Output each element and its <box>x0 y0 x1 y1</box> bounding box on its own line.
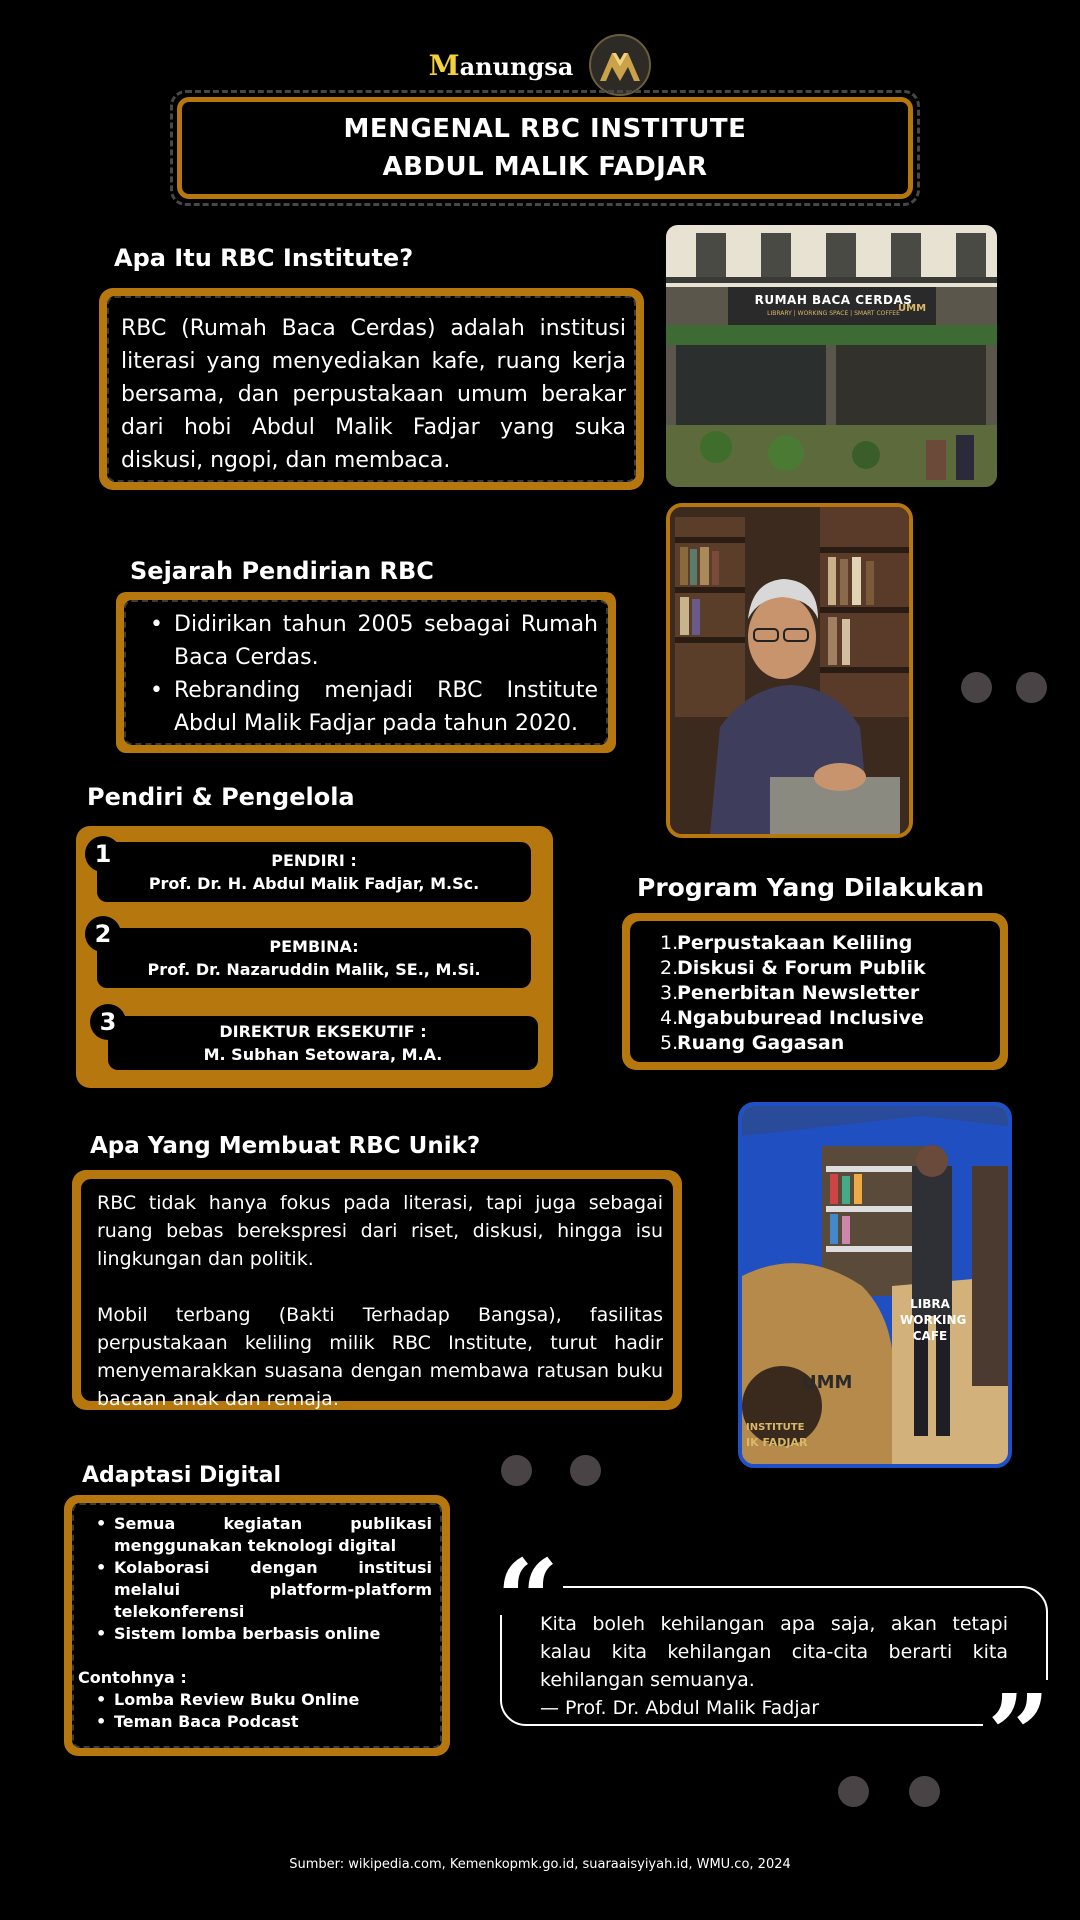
digital-heading: Adaptasi Digital <box>82 1463 282 1488</box>
number-badge: 3 <box>90 1004 126 1040</box>
decorative-dot <box>501 1455 532 1486</box>
program-item: 1. Perpustakaan Keliling <box>660 932 913 954</box>
about-box <box>99 288 644 490</box>
history-box <box>116 592 616 753</box>
page-title-line2: ABDUL MALIK FADJAR <box>382 152 708 182</box>
history-list <box>134 608 598 740</box>
program-item: 3. Penerbitan Newsletter <box>660 982 920 1004</box>
bus-name-text: IK FADJAR <box>746 1436 808 1449</box>
program-item: 2. Diskusi & Forum Publik <box>660 957 926 979</box>
decorative-dot <box>838 1776 869 1807</box>
decorative-dot <box>961 672 992 703</box>
page-title-line1: MENGENAL RBC INSTITUTE <box>343 114 747 144</box>
digital-list <box>84 1513 432 1645</box>
founder-card <box>108 1016 538 1070</box>
quote-text: Kita boleh kehilangan apa saja, akan tetapi kalau kita kehilangan cita-cita berarti kita kehilangan semuanya. <box>540 1613 1008 1691</box>
digital-box <box>64 1495 450 1756</box>
decorative-dot <box>909 1776 940 1807</box>
director-name: M. Subhan Setowara, M.A. <box>203 1045 443 1064</box>
program-item: 5. Ruang Gagasan <box>660 1032 845 1054</box>
unique-box <box>72 1170 682 1410</box>
founder-card <box>97 928 531 988</box>
history-heading: Sejarah Pendirian RBC <box>130 557 434 585</box>
number-badge: 2 <box>85 916 121 952</box>
example-item: • Teman Baca Podcast <box>84 1711 432 1733</box>
about-heading: Apa Itu RBC Institute? <box>114 244 414 272</box>
building-umm-text: UMM <box>898 303 927 314</box>
source-footer: Sumber: wikipedia.com, Kemenkopmk.go.id, suaraaisyiyah.id, WMU.co, 2024 <box>289 1857 791 1872</box>
pembina-role: PEMBINA: <box>269 937 359 956</box>
decorative-dot <box>570 1455 601 1486</box>
brand-wordmark: Manungsa <box>428 48 574 82</box>
quote-author: — Prof. Dr. Abdul Malik Fadjar <box>540 1697 820 1719</box>
founder-name: Prof. Dr. H. Abdul Malik Fadjar, M.Sc. <box>148 874 480 893</box>
programs-list <box>660 931 988 1056</box>
bus-institute-text: INSTITUTE <box>746 1422 805 1433</box>
digital-item: • Kolaborasi dengan institusi melalui platform-platform telekonferensi <box>84 1557 432 1623</box>
title-banner <box>170 90 920 206</box>
example-item: • Lomba Review Buku Online <box>84 1689 432 1711</box>
building-sign-text: RUMAH BACA CERDAS <box>754 293 913 307</box>
history-item: • Rebranding menjadi RBC Institute Abdul Malik Fadjar pada tahun 2020. <box>134 674 598 740</box>
digital-item: • Semua kegiatan publikasi menggunakan teknologi digital <box>84 1513 432 1557</box>
programs-box <box>622 913 1008 1070</box>
about-text: RBC (Rumah Baca Cerdas) adalah institusi literasi yang menyediakan kafe, ruang kerja bersama, dan perpustakaan umum berakar dari hobi Abdul Malik Fadjar yang suka diskusi, ngopi, dan membaca. <box>107 296 636 482</box>
building-sign-subtext: LIBRARY | WORKING SPACE | SMART COFFEE <box>767 310 900 317</box>
founder-card <box>97 842 531 902</box>
program-item: 4. Ngabuburead Inclusive <box>660 1007 924 1029</box>
bus-side-text: LIBRA WORKING CAFE <box>900 1297 967 1343</box>
bus-umm-text: UMM <box>802 1372 853 1393</box>
digital-item: • Sistem lomba berbasis online <box>84 1623 432 1645</box>
examples-list <box>84 1689 432 1733</box>
founders-heading: Pendiri & Pengelola <box>87 783 355 811</box>
history-item: • Didirikan tahun 2005 sebagai Rumah Baca Cerdas. <box>134 608 598 674</box>
open-quote-icon: “ <box>492 1545 563 1615</box>
unique-heading: Apa Yang Membuat RBC Unik? <box>90 1133 481 1159</box>
decorative-dot <box>1016 672 1047 703</box>
brand-logo-icon <box>589 34 651 96</box>
quote-block <box>540 1610 1008 1722</box>
founder-role: PENDIRI : <box>271 851 357 870</box>
director-role: DIREKTUR EKSEKUTIF : <box>219 1022 427 1041</box>
close-quote-icon: ” <box>983 1680 1054 1750</box>
mobile-library-photo <box>738 1102 1012 1468</box>
pembina-name: Prof. Dr. Nazaruddin Malik, SE., M.Si. <box>147 960 481 979</box>
programs-heading: Program Yang Dilakukan <box>637 873 985 902</box>
founder-photo <box>666 503 913 838</box>
founders-box <box>76 826 553 1088</box>
examples-label: Contohnya : <box>78 1668 187 1687</box>
rbc-building-photo <box>666 225 997 487</box>
unique-paragraph-1: RBC tidak hanya fokus pada literasi, tapi juga sebagai ruang bebas berekspresi dari riset, diskusi, hingga isu lingkungan dan politik. <box>97 1192 663 1270</box>
unique-paragraph-2: Mobil terbang (Bakti Terhadap Bangsa), fasilitas perpustakaan keliling milik RBC Institute, turut hadir menyemarakkan suasana dengan membawa ratusan buku bacaan anak dan remaja. <box>97 1304 663 1410</box>
number-badge: 1 <box>85 836 121 872</box>
